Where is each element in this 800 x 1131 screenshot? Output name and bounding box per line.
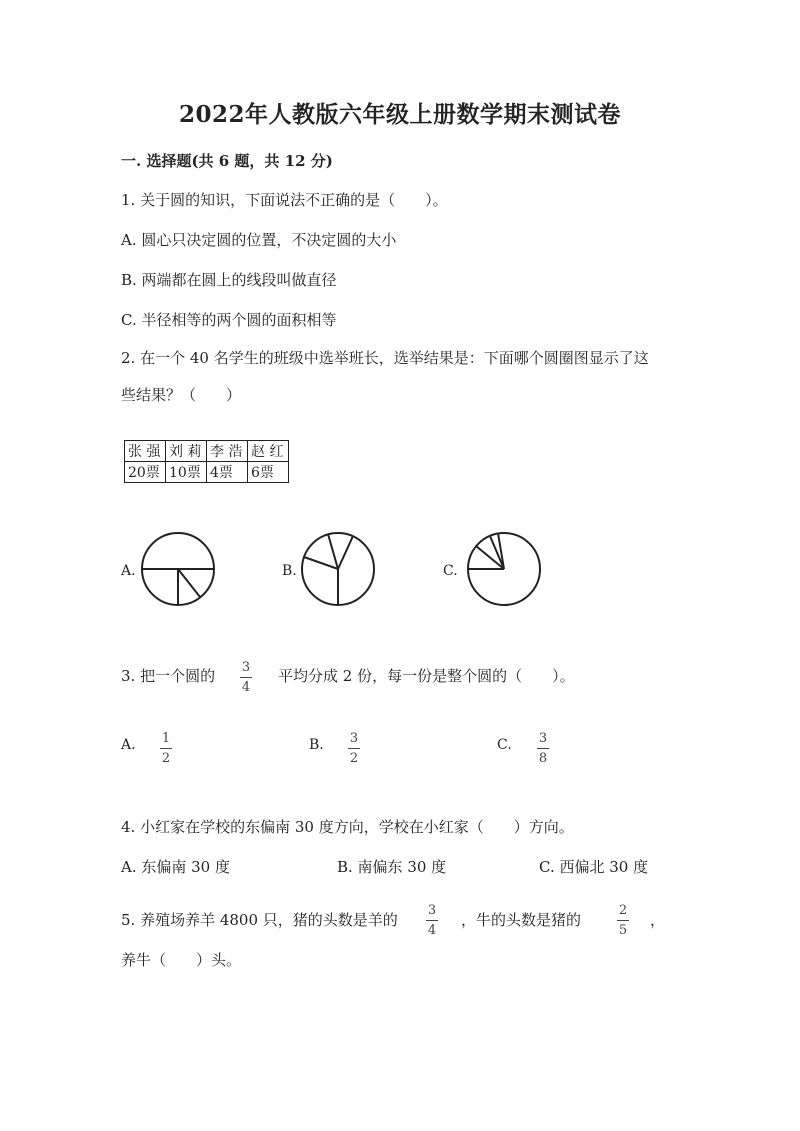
fraction-bar — [240, 677, 252, 678]
q3-option-b-fraction[interactable] — [348, 731, 360, 766]
q3-stem-after: 平均分成 2 份，每一份是整个圆的（ ）。 — [278, 667, 575, 685]
q3-stem-fraction — [240, 660, 252, 695]
fraction-bar — [160, 748, 172, 749]
q2-option-c-label[interactable]: C. — [443, 563, 458, 579]
section-heading: 一. 选择题(共 6 题，共 12 分) — [121, 152, 333, 170]
q3-option-c-label[interactable]: C. — [497, 737, 512, 753]
fraction-denominator: 2 — [349, 751, 359, 766]
vote-table-cell: 李 浩 — [207, 441, 248, 462]
q2-option-a-label[interactable]: A. — [121, 563, 136, 579]
vote-table-cell: 张 强 — [125, 441, 166, 462]
q3-option-a-label[interactable]: A. — [121, 737, 136, 753]
fraction-numerator: 3 — [241, 660, 251, 675]
q1-option-c[interactable]: C. 半径相等的两个圆的面积相等 — [121, 311, 337, 329]
fraction-bar — [348, 748, 360, 749]
q4-stem: 4. 小红家在学校的东偏南 30 度方向，学校在小红家（ ）方向。 — [121, 818, 574, 836]
vote-table-votes-row — [125, 462, 289, 483]
fraction-numerator: 3 — [427, 903, 437, 918]
q4-option-a[interactable]: A. 东偏南 30 度 — [121, 858, 230, 876]
q2-stem-line2: 些结果？（ ） — [121, 386, 242, 404]
fraction-bar — [617, 920, 629, 921]
fraction-denominator: 4 — [427, 923, 437, 938]
q4-option-c[interactable]: C. 西偏北 30 度 — [539, 858, 649, 876]
fraction-numerator: 3 — [538, 731, 548, 746]
vote-table-cell: 刘 莉 — [166, 441, 207, 462]
fraction-numerator: 3 — [349, 731, 359, 746]
fraction-bar — [537, 748, 549, 749]
fraction-denominator: 4 — [241, 680, 251, 695]
vote-table-names-row — [125, 441, 289, 462]
fraction-bar — [426, 920, 438, 921]
q5-fraction-1 — [426, 903, 438, 938]
q5-stem-part2: ，牛的头数是猪的 — [461, 911, 582, 929]
q3-option-c-fraction[interactable] — [537, 731, 549, 766]
q2-option-b-pie[interactable] — [300, 531, 376, 607]
q1-option-a[interactable]: A. 圆心只决定圆的位置，不决定圆的大小 — [121, 231, 397, 249]
q1-stem: 1. 关于圆的知识，下面说法不正确的是（ ）。 — [121, 191, 448, 209]
vote-table-cell: 赵 红 — [248, 441, 289, 462]
fraction-numerator: 1 — [161, 731, 171, 746]
q2-option-b-label[interactable]: B. — [282, 563, 297, 579]
q3-option-a-fraction[interactable] — [160, 731, 172, 766]
page-title: 2022年人教版六年级上册数学期末测试卷 — [178, 101, 621, 128]
vote-table — [124, 440, 289, 483]
fraction-numerator: 2 — [618, 903, 628, 918]
q3-stem-before: 3. 把一个圆的 — [121, 667, 216, 685]
q5-stem-line2: 养牛（ ）头。 — [121, 951, 242, 969]
fraction-denominator: 8 — [538, 751, 548, 766]
q5-stem-part3: ， — [650, 911, 666, 929]
q2-option-c-pie[interactable] — [466, 531, 542, 607]
vote-table-cell: 4票 — [207, 462, 248, 483]
q3-option-b-label[interactable]: B. — [309, 737, 324, 753]
vote-table-cell: 20票 — [125, 462, 166, 483]
q2-option-a-pie[interactable] — [140, 531, 216, 607]
fraction-denominator: 5 — [618, 923, 628, 938]
fraction-denominator: 2 — [161, 751, 171, 766]
q5-stem-part1: 5. 养殖场养羊 4800 只，猪的头数是羊的 — [121, 911, 398, 929]
q1-option-b[interactable]: B. 两端都在圆上的线段叫做直径 — [121, 271, 337, 289]
vote-table-cell: 10票 — [166, 462, 207, 483]
q2-stem-line1: 2. 在一个 40 名学生的班级中选举班长，选举结果是：下面哪个圆圈图显示了这 — [121, 349, 649, 367]
q5-fraction-2 — [617, 903, 629, 938]
q4-option-b[interactable]: B. 南偏东 30 度 — [337, 858, 447, 876]
vote-table-cell: 6票 — [248, 462, 289, 483]
